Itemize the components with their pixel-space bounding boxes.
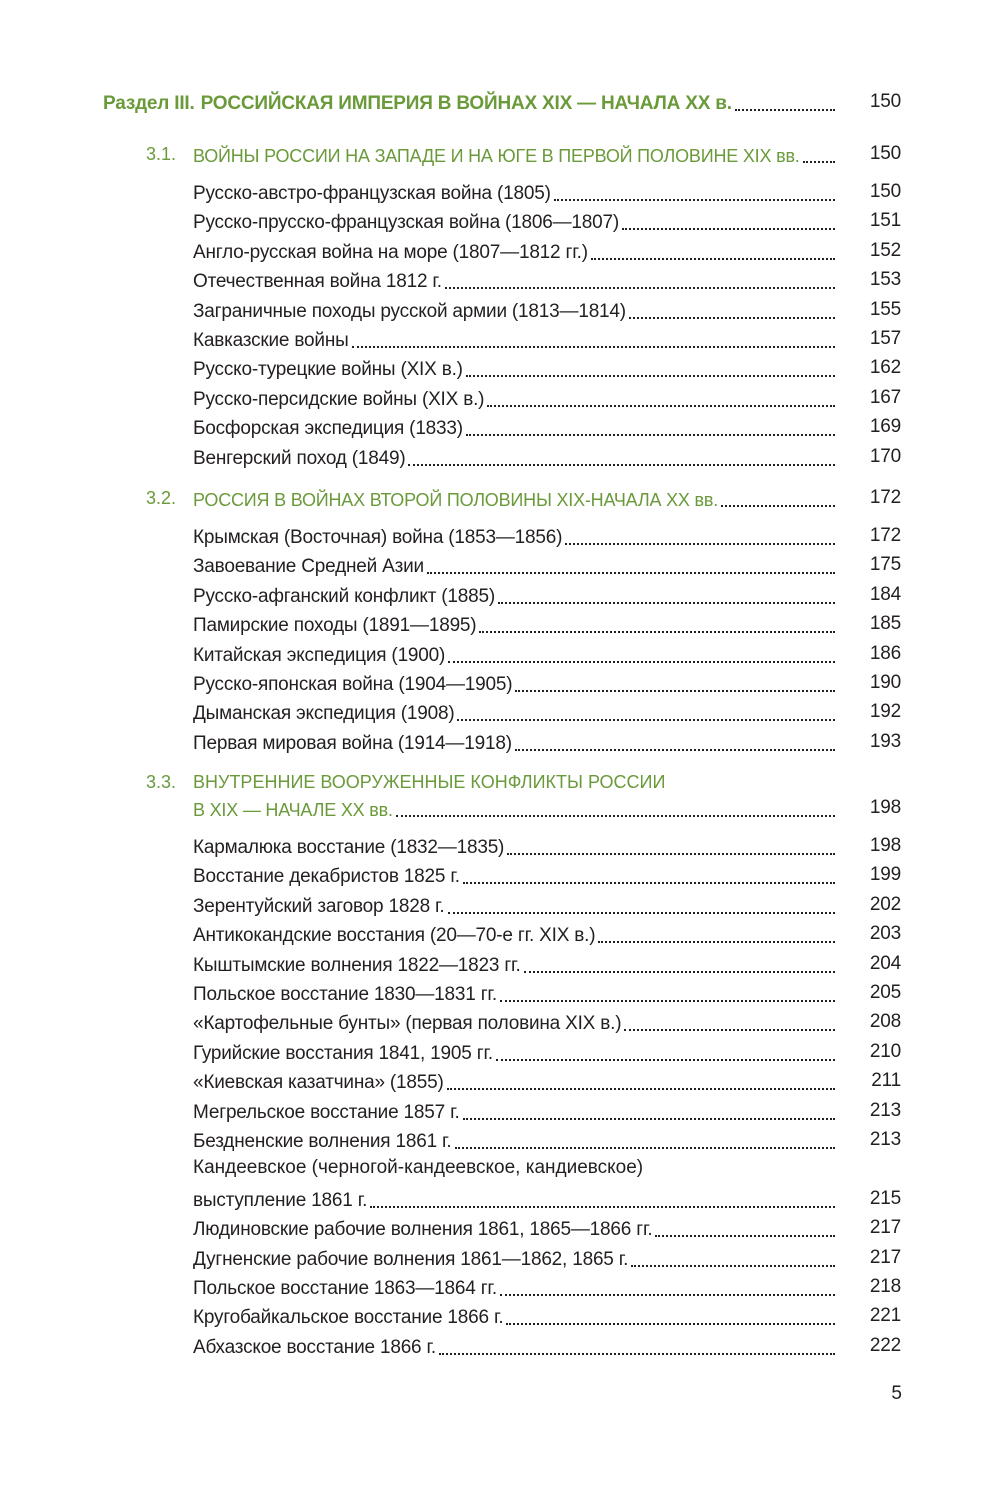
toc-entry-title: Кругобайкальское восстание 1866 г.: [193, 1307, 504, 1329]
page-number: 202: [869, 893, 901, 915]
toc-entry[interactable]: [193, 979, 901, 1007]
page-number: 217: [869, 1217, 901, 1239]
leader-dots: [500, 1293, 835, 1296]
page-number: 152: [869, 239, 901, 261]
section-number: 3.1.: [146, 144, 177, 164]
toc-entry[interactable]: [193, 920, 901, 948]
toc-entry[interactable]: [193, 640, 901, 668]
leader-dots: [598, 940, 835, 943]
leader-dots: [439, 1352, 835, 1355]
toc-section-heading[interactable]: [193, 794, 901, 822]
toc-entry-title: Абхазское восстание 1866 г.: [193, 1336, 436, 1358]
page-number: 170: [869, 445, 901, 467]
page-number: 169: [869, 416, 901, 438]
toc-entry[interactable]: [193, 266, 901, 294]
page-number: 172: [869, 487, 901, 508]
page-number: 190: [869, 672, 901, 693]
leader-dots: [591, 257, 835, 260]
page-number: 185: [869, 613, 901, 635]
leader-dots: [370, 1205, 835, 1208]
section-number: 3.2.: [146, 488, 177, 508]
toc-entry-title: Русско-японская война (1904—1905): [193, 674, 513, 695]
page-number: 203: [869, 923, 901, 945]
leader-dots: [496, 1058, 835, 1061]
page-number: 208: [869, 1011, 901, 1033]
toc-section-heading[interactable]: [193, 140, 901, 168]
toc-entry[interactable]: [193, 207, 901, 235]
page-folio: 5: [891, 1383, 902, 1404]
page-number: 211: [871, 1070, 901, 1092]
toc-entry-title: Польское восстание 1863—1864 гг.: [193, 1278, 497, 1299]
toc-entry-title: Русско-прусско-французская война (1806—1807): [193, 212, 620, 234]
toc-entry[interactable]: [193, 1332, 901, 1360]
toc-entry[interactable]: [193, 950, 901, 978]
toc-entry-title: Бездненские волнения 1861 г.: [193, 1131, 452, 1152]
toc-entry-title: Восстание декабристов 1825 г.: [193, 866, 460, 888]
toc-entry[interactable]: [193, 354, 901, 382]
page-number: 172: [869, 525, 901, 546]
page-number: 186: [869, 642, 901, 664]
toc-entry[interactable]: [193, 728, 901, 756]
page-number: 222: [869, 1334, 901, 1356]
toc-entry-title: Дугненские рабочие волнения 1861—1862, 1865 г.: [193, 1248, 629, 1270]
leader-dots: [498, 601, 835, 604]
toc-entry[interactable]: [193, 1067, 901, 1095]
leader-dots: [624, 1028, 835, 1031]
toc-entry-title: Кармалюка восстание (1832—1835): [193, 837, 505, 858]
leader-dots: [500, 999, 835, 1002]
toc-entry[interactable]: [193, 610, 901, 638]
toc-entry[interactable]: [193, 1008, 901, 1036]
page-number: 218: [869, 1276, 901, 1297]
leader-dots: [515, 748, 835, 751]
toc-entry[interactable]: [193, 669, 901, 697]
leader-dots: [487, 404, 835, 407]
page-number: 215: [869, 1187, 901, 1209]
leader-dots: [427, 571, 835, 574]
toc-entry[interactable]: [193, 1244, 901, 1272]
page-number: 217: [869, 1246, 901, 1268]
section-title: РОССИЯ В ВОЙНАХ ВТОРОЙ ПОЛОВИНЫ XIX-НАЧАЛА XX вв.: [193, 490, 719, 510]
toc-entry[interactable]: [193, 832, 901, 860]
leader-dots: [447, 1087, 835, 1090]
toc-entry[interactable]: [193, 1185, 901, 1213]
toc-entry-title: Первая мировая война (1914—1918): [193, 732, 512, 754]
page-number: 210: [869, 1040, 901, 1062]
toc-entry-title: Гурийские восстания 1841, 1905 гг.: [193, 1042, 493, 1064]
toc-entry-title: Людиновские рабочие волнения 1861, 1865—1866 гг.: [193, 1219, 653, 1241]
toc-entry-title: Кыштымские волнения 1822—1823 гг.: [193, 954, 521, 976]
leader-dots: [463, 881, 835, 884]
section-title-line1: ВНУТРЕННИЕ ВООРУЖЕННЫЕ КОНФЛИКТЫ РОССИИ: [193, 772, 666, 792]
leader-dots: [622, 227, 835, 230]
page-number: 175: [869, 554, 901, 576]
toc-entry-title: Мегрельское восстание 1857 г.: [193, 1101, 460, 1123]
toc-entry[interactable]: [193, 443, 901, 471]
toc-entry-title: «Картофельные бунты» (первая половина XIX в.): [193, 1013, 622, 1035]
page-number: 150: [869, 181, 901, 202]
toc-entry-title: Дыманская экспедиция (1908): [193, 703, 455, 725]
page-number: 205: [869, 982, 901, 1003]
toc-entry-title: Венгерский поход (1849): [193, 447, 406, 469]
leader-dots: [629, 316, 835, 319]
part-title: РОССИЙСКАЯ ИМПЕРИЯ В ВОЙНАХ XIX — НАЧАЛА XX в.: [200, 93, 732, 114]
toc-entry-title: Русско-афганский конфликт (1885): [193, 585, 495, 607]
leader-dots: [721, 504, 835, 507]
leader-dots: [515, 689, 835, 692]
toc-part-heading[interactable]: [103, 88, 901, 116]
leader-dots: [457, 718, 835, 721]
toc-entry[interactable]: [193, 1097, 901, 1125]
page-number: 193: [869, 730, 901, 752]
toc-entry-title: выступление 1861 г.: [193, 1189, 368, 1211]
section-title-line2: В XIX — НАЧАЛЕ XX вв.: [193, 800, 393, 820]
page-number: 157: [869, 328, 901, 349]
page-number: 153: [869, 269, 901, 291]
toc-entry-line1: Кандеевское (черногой-кандеевское, кандиевское): [193, 1157, 644, 1179]
leader-dots: [408, 463, 835, 466]
toc-entry-title: Польское восстание 1830—1831 гг.: [193, 984, 497, 1005]
toc-entry[interactable]: [193, 413, 901, 441]
toc-entry-title: Завоевание Средней Азии: [193, 556, 424, 578]
toc-entry[interactable]: [193, 891, 901, 919]
toc-entry-title: Китайская экспедиция (1900): [193, 644, 446, 666]
toc-entry[interactable]: [193, 384, 901, 412]
toc-entry[interactable]: [193, 522, 901, 550]
toc-entry-title: Босфорская экспедиция (1833): [193, 418, 463, 440]
page-number: 155: [869, 298, 901, 320]
page-number: 167: [869, 386, 901, 408]
page-number: 213: [869, 1099, 901, 1121]
leader-dots: [396, 814, 835, 817]
toc-entry[interactable]: [193, 551, 901, 579]
section-number: 3.3.: [146, 772, 177, 792]
toc-entry-title: Отечественная война 1812 г.: [193, 271, 442, 293]
leader-dots: [448, 660, 835, 663]
leader-dots: [506, 1322, 835, 1325]
toc-entry-title: «Киевская казатчина» (1855): [193, 1072, 444, 1094]
toc-entry-title: Русско-персидские войны (XIX в.): [193, 388, 485, 410]
page-number: 184: [869, 583, 901, 605]
page-number: 198: [869, 835, 901, 856]
page-number: 199: [869, 864, 901, 886]
toc-entry-title: Русско-турецкие войны (XIX в.): [193, 359, 463, 381]
leader-dots: [524, 970, 835, 973]
leader-dots: [507, 852, 835, 855]
leader-dots: [455, 1146, 835, 1149]
toc-entry-title: Заграничные походы русской армии (1813—1814): [193, 300, 626, 322]
page-number: 151: [869, 210, 901, 232]
leader-dots: [655, 1234, 835, 1237]
toc-entry[interactable]: [193, 1302, 901, 1330]
toc-entry-title: Кавказские войны: [193, 330, 349, 351]
toc-entry[interactable]: [193, 1038, 901, 1066]
toc-entry[interactable]: [193, 237, 901, 265]
leader-dots: [463, 1117, 835, 1120]
toc-entry-title: Памирские походы (1891—1895): [193, 615, 477, 637]
leader-dots: [466, 374, 835, 377]
leader-dots: [352, 345, 835, 348]
toc-entry[interactable]: [193, 698, 901, 726]
page-number: 204: [869, 952, 901, 974]
page-number: 213: [869, 1129, 901, 1150]
page-number: 198: [869, 797, 901, 818]
toc-entry[interactable]: [193, 296, 901, 324]
page-number: 150: [869, 91, 901, 112]
page-number: 221: [869, 1305, 901, 1327]
toc-entry[interactable]: [193, 325, 901, 353]
leader-dots: [445, 286, 835, 289]
toc-entry[interactable]: [193, 1126, 901, 1154]
section-title: ВОЙНЫ РОССИИ НА ЗАПАДЕ И НА ЮГЕ В ПЕРВОЙ ПОЛОВИНЕ XIX вв.: [193, 146, 800, 166]
toc-entry[interactable]: [193, 1214, 901, 1242]
leader-dots: [803, 160, 835, 163]
leader-dots: [631, 1264, 835, 1267]
toc-entry-title: Англо-русская война на море (1807—1812 гг.): [193, 241, 588, 263]
toc-entry[interactable]: [193, 581, 901, 609]
page-number: 150: [869, 143, 901, 164]
leader-dots: [466, 433, 835, 436]
toc-entry-title: Крымская (Восточная) война (1853—1856): [193, 527, 563, 548]
toc-section-heading[interactable]: [193, 484, 901, 512]
leader-dots: [479, 630, 835, 633]
leader-dots: [735, 108, 835, 111]
page-number: 162: [869, 357, 901, 379]
toc-entry[interactable]: [193, 1273, 901, 1301]
leader-dots: [554, 198, 835, 201]
toc-entry[interactable]: [193, 178, 901, 206]
leader-dots: [448, 911, 835, 914]
toc-entry[interactable]: [193, 861, 901, 889]
page-number: 192: [869, 701, 901, 723]
toc-entry-title: Антикокандские восстания (20—70-е гг. XIX в.): [193, 925, 596, 947]
toc-entry-title: Зерентуйский заговор 1828 г.: [193, 895, 445, 917]
toc-entry-title: Русско-австро-французская война (1805): [193, 183, 551, 204]
leader-dots: [565, 542, 835, 545]
part-label: Раздел III.: [103, 93, 195, 114]
